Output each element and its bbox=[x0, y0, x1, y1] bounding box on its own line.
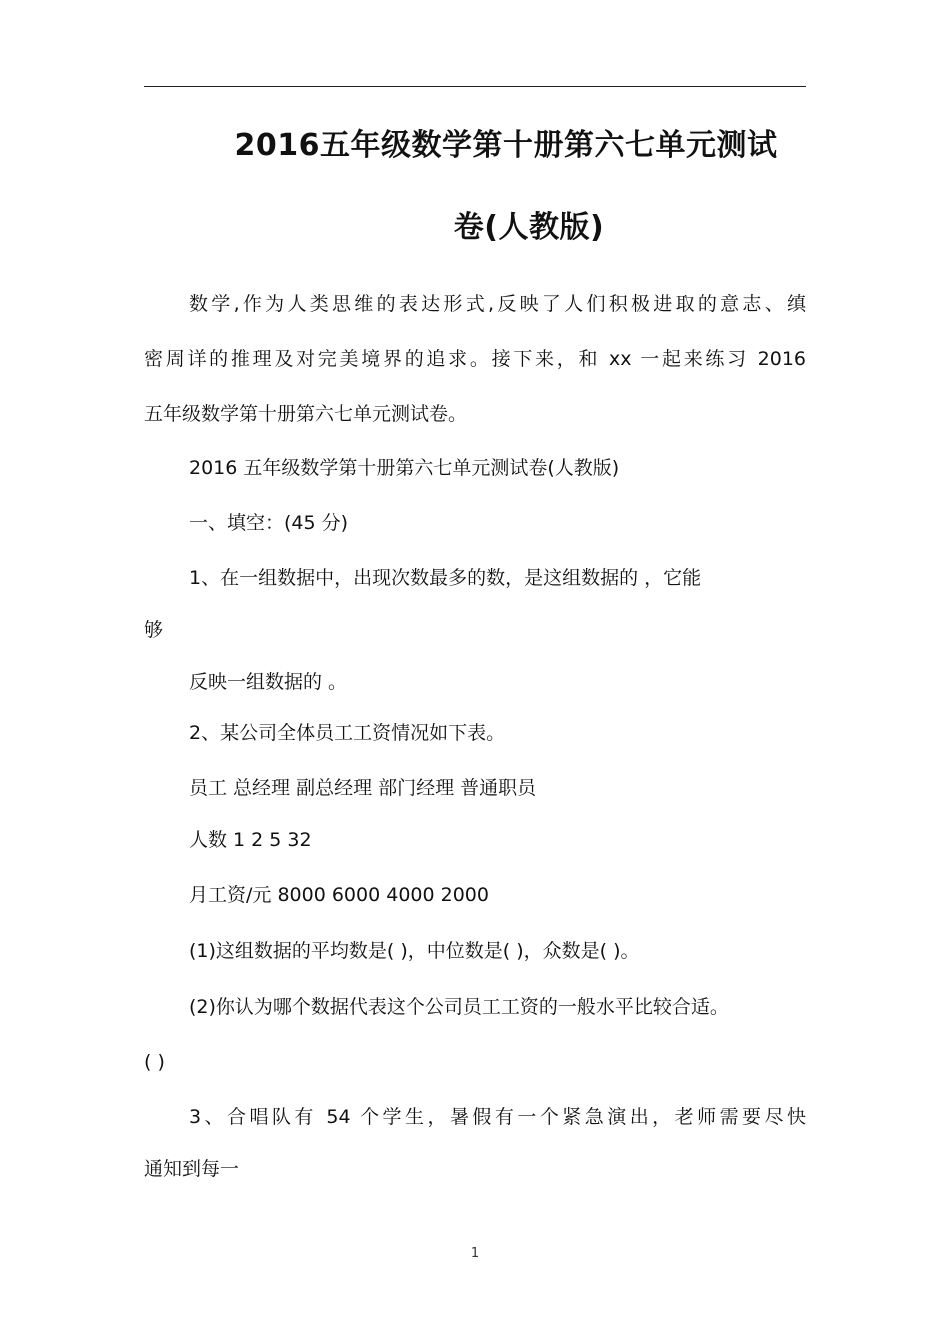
question-2-sub-2-line-2: ( ) bbox=[144, 1051, 165, 1073]
intro-line-3: 五年级数学第十册第六七单元测试卷。 bbox=[144, 403, 468, 425]
table-row-staff: 员工 总经理 副总经理 部门经理 普通职员 bbox=[189, 777, 537, 799]
question-3-line-1: 3、合唱队有 54 个学生，暑假有一个紧急演出，老师需要尽快 bbox=[189, 1106, 806, 1128]
document-title-line2: 卷(人教版) bbox=[453, 210, 605, 245]
question-3-line-2: 通知到每一 bbox=[144, 1158, 240, 1180]
table-row-count: 人数 1 2 5 32 bbox=[189, 829, 312, 851]
question-1-line-3: 反映一组数据的 。 bbox=[189, 671, 348, 693]
header-rule bbox=[144, 86, 806, 87]
question-2-sub-2-line-1: (2)你认为哪个数据代表这个公司员工工资的一般水平比较合适。 bbox=[189, 996, 729, 1018]
question-2-sub-1: (1)这组数据的平均数是( )，中位数是( )，众数是( )。 bbox=[189, 940, 640, 962]
question-1-line-2: 够 bbox=[144, 619, 164, 641]
intro-line-1: 数学,作为人类思维的表达形式,反映了人们积极进取的意志、缜 bbox=[189, 293, 806, 315]
question-1-line-1: 1、在一组数据中，出现次数最多的数，是这组数据的 ，它能 bbox=[189, 567, 702, 589]
document-title-line1: 2016五年级数学第十册第六七单元测试 bbox=[234, 128, 778, 163]
section-fill-blank: 一、填空：(45 分) bbox=[189, 512, 349, 534]
question-2: 2、某公司全体员工工资情况如下表。 bbox=[189, 722, 506, 744]
subtitle: 2016 五年级数学第十册第六七单元测试卷(人教版) bbox=[189, 457, 620, 479]
intro-line-2: 密周详的推理及对完美境界的追求。接下来，和 xx 一起来练习 2016 bbox=[144, 348, 806, 370]
page-number: 1 bbox=[470, 1246, 480, 1261]
table-row-salary: 月工资/元 8000 6000 4000 2000 bbox=[189, 884, 489, 906]
